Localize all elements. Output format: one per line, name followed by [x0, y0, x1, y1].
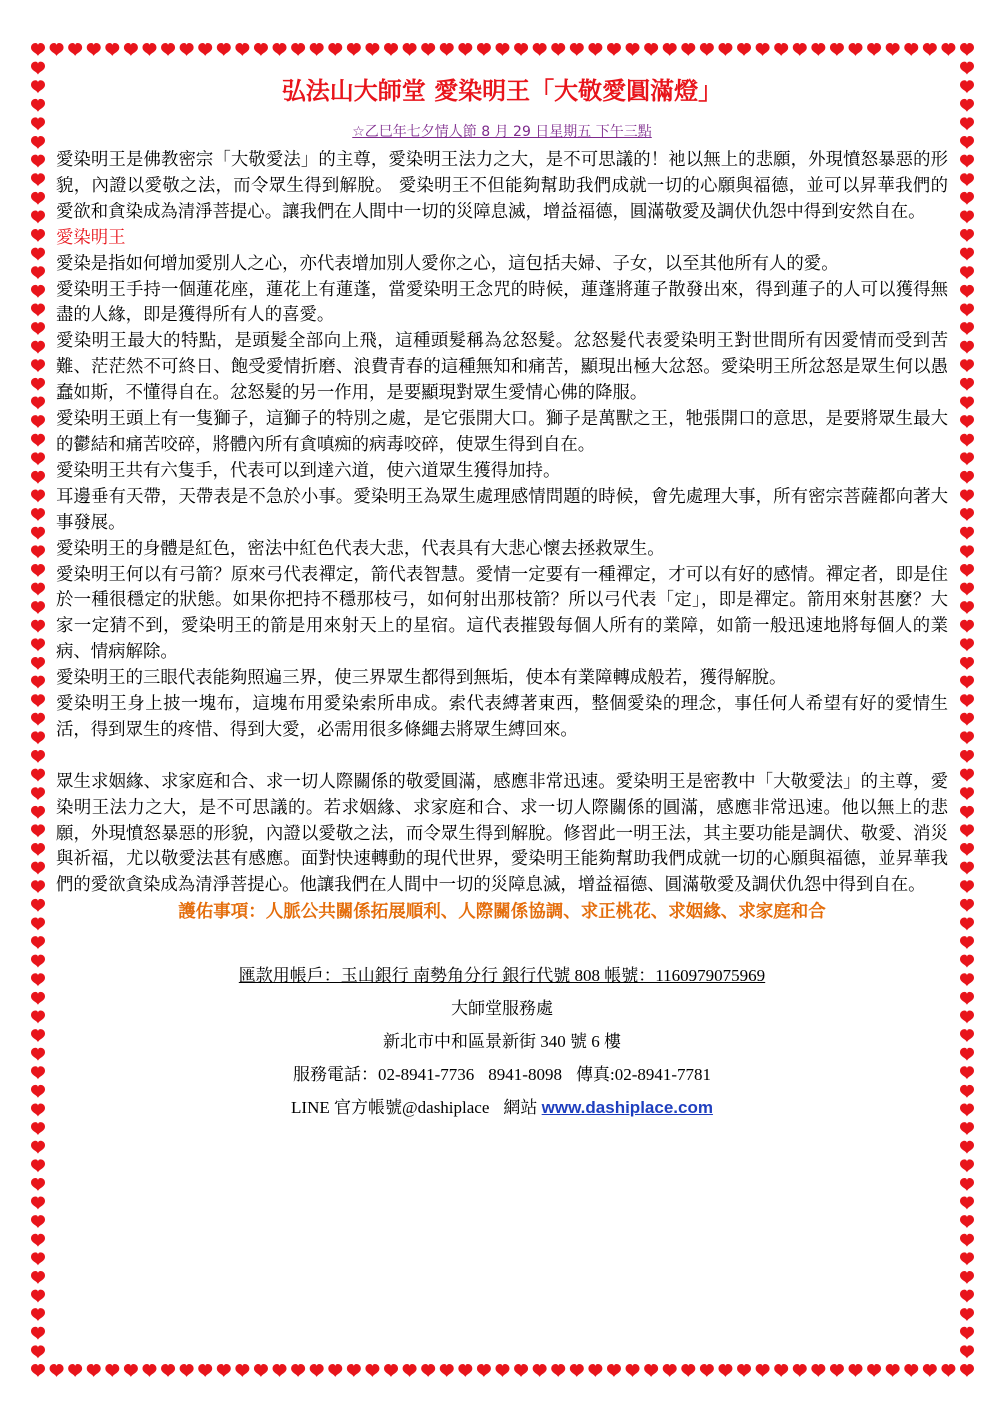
heart-icon	[198, 43, 212, 56]
heart-icon	[31, 266, 45, 279]
phone: 服務電話：02-8941-7736	[292, 1065, 475, 1085]
closing-paragraph: 眾生求姻緣、求家庭和合、求一切人際關係的敬愛圓滿，感應非常迅速。愛染明王是密教中「大敬愛法」的主尊，愛染明王法力之大，是不可思議的。若求姻緣、求家庭和合、求一切人際關係的圓滿，感應非常迅速。他以無上的悲願，外現憤怒暴惡的形貌，內證以愛敬之法，而令眾生得到解脫。修習此一明王法，其主要功能是調伏、敬愛、消災與祈福，尤以敬愛法甚有感應。面對快速轉動的現代世界，愛染明王能夠幫助我們成就一切的心願與福德，並昇華我們的愛欲貪染成為清淨菩提心。他讓我們在人間中一切的災障息滅，增益福德、圓滿敬愛及調伏仇怨中得到自在。	[56, 771, 948, 896]
heart-icon	[31, 1271, 45, 1284]
heart-icon	[403, 43, 417, 56]
heart-icon	[31, 564, 45, 577]
heart-icon	[31, 1197, 45, 1210]
heart-icon	[681, 43, 695, 56]
heart-icon	[421, 43, 435, 56]
heart-icon	[960, 359, 974, 372]
heart-icon	[960, 787, 974, 800]
heart-icon	[31, 341, 45, 354]
heart-icon	[31, 657, 45, 670]
heart-icon	[124, 43, 138, 56]
heart-icon	[142, 43, 156, 56]
heart-icon	[31, 322, 45, 335]
heart-icon	[663, 43, 677, 56]
heart-icon	[960, 322, 974, 335]
heart-icon	[235, 43, 249, 56]
section-heading: 愛染明王	[56, 227, 126, 248]
heart-icon	[68, 1364, 82, 1377]
heart-icon	[960, 248, 974, 261]
paragraph: 愛染明王的身體是紅色，密法中紅色代表大悲，代表具有大悲心懷去拯救眾生。	[56, 538, 665, 559]
heart-icon	[31, 80, 45, 93]
heart-icon	[31, 676, 45, 689]
heart-icon	[31, 787, 45, 800]
heart-icon	[570, 1364, 584, 1377]
heart-icon	[50, 1364, 64, 1377]
heart-icon	[31, 1085, 45, 1098]
heart-icon	[960, 490, 974, 503]
heart-icon	[960, 1010, 974, 1023]
heart-icon	[960, 955, 974, 968]
heart-icon	[31, 136, 45, 149]
heart-icon	[291, 1364, 305, 1377]
heart-icon	[31, 192, 45, 205]
heart-icon	[960, 564, 974, 577]
heart-icon	[626, 43, 640, 56]
heart-icon	[31, 173, 45, 186]
heart-icon	[607, 43, 621, 56]
heart-icon	[960, 378, 974, 391]
heart-icon	[31, 415, 45, 428]
heart-icon	[960, 824, 974, 837]
heart-icon	[198, 1364, 212, 1377]
heart-icon	[496, 1364, 510, 1377]
heart-icon	[31, 1159, 45, 1172]
heart-icon	[960, 99, 974, 112]
heart-icon	[31, 1104, 45, 1117]
heart-icon	[960, 397, 974, 410]
paragraph: 愛染明王何以有弓箭？原來弓代表禪定，箭代表智慧。愛情一定要有一種禪定，才可以有好的感情。禪定者，即是住於一種很穩定的狀態。如果你把持不穩那枝弓，如何射出那枝箭？所以弓代表「定」，即是禪定。箭用來射甚麼？大家一定猜不到，愛染明王的箭是用來射天上的星宿。這代表摧毀每個人所有的業障，如箭一般迅速地將每個人的業病、情病解除。	[56, 564, 948, 663]
heart-icon	[365, 43, 379, 56]
heart-icon	[681, 1364, 695, 1377]
heart-icon	[960, 1308, 974, 1321]
heart-icon	[849, 1364, 863, 1377]
heart-icon	[960, 545, 974, 558]
heart-icon	[31, 1122, 45, 1135]
heart-icon	[31, 601, 45, 614]
heart-icon	[87, 43, 101, 56]
heart-icon	[960, 1159, 974, 1172]
heart-icon	[347, 1364, 361, 1377]
heart-icon	[607, 1364, 621, 1377]
heart-icon	[31, 229, 45, 242]
heart-icon	[31, 806, 45, 819]
website-link[interactable]: www.dashiplace.com	[541, 1098, 713, 1118]
heart-icon	[217, 43, 231, 56]
heart-icon	[718, 43, 732, 56]
heart-icon	[960, 1029, 974, 1042]
flyer	[56, 74, 948, 1124]
heart-icon	[960, 62, 974, 75]
heart-icon	[849, 43, 863, 56]
heart-icon	[180, 1364, 194, 1377]
event-date: ☆乙巳年七夕情人節 8 月 29 日星期五 下午三點	[352, 124, 652, 140]
intro-paragraph: 愛染明王是佛教密宗「大敬愛法」的主尊，愛染明王法力之大，是不可思議的！祂以無上的悲願，外現憤怒暴惡的形貌，內證以愛敬之法，而令眾生得到解脫。 愛染明王不但能夠幫助我們成就一切的心願與福德，並可以昇華我們的愛欲和貪染成為清淨菩提心。讓我們在人間中一切的災障息滅，增益福德，圓滿敬愛及調伏仇怨中得到安然自在。	[56, 150, 948, 222]
paragraph: 愛染明王的三眼代表能夠照遍三界，使三界眾生都得到無垢，使本有業障轉成般若，獲得解脫。	[56, 668, 787, 689]
heart-icon	[31, 1234, 45, 1247]
heart-icon	[960, 769, 974, 782]
heart-icon	[737, 43, 751, 56]
heart-icon	[960, 1085, 974, 1098]
heart-icon	[31, 397, 45, 410]
paragraph: 愛染明王共有六隻手，代表可以到達六道，使六道眾生獲得加持。	[56, 460, 561, 481]
heart-icon	[663, 1364, 677, 1377]
heart-icon	[496, 43, 510, 56]
heart-icon	[458, 43, 472, 56]
heart-icon	[960, 862, 974, 875]
heart-icon	[31, 62, 45, 75]
heart-icon	[31, 1048, 45, 1061]
heart-icon	[960, 657, 974, 670]
heart-icon	[644, 1364, 658, 1377]
heart-icon	[31, 1290, 45, 1303]
heart-icon	[142, 1364, 156, 1377]
heart-icon	[941, 43, 955, 56]
heart-icon	[105, 1364, 119, 1377]
heart-icon	[960, 508, 974, 521]
heart-icon	[960, 843, 974, 856]
heart-icon	[941, 1364, 955, 1377]
heart-icon	[960, 1364, 974, 1377]
heart-icon	[31, 843, 45, 856]
heart-icon	[31, 490, 45, 503]
heart-icon	[960, 229, 974, 242]
heart-icon	[31, 713, 45, 726]
heart-icon	[793, 43, 807, 56]
heart-icon	[310, 1364, 324, 1377]
heart-icon	[904, 1364, 918, 1377]
heart-icon	[960, 1327, 974, 1340]
heart-icon	[960, 415, 974, 428]
heart-icon	[31, 378, 45, 391]
heart-icon	[960, 80, 974, 93]
heart-icon	[31, 1029, 45, 1042]
heart-icon	[31, 508, 45, 521]
paragraph: 耳邊垂有天帶，天帶表是不急於小事。愛染明王為眾生處理感情問題的時候，會先處理大事，所有密宗菩薩都向著大事發展。	[56, 486, 948, 533]
heart-icon	[960, 1215, 974, 1228]
heart-icon	[31, 471, 45, 484]
heart-icon	[31, 99, 45, 112]
heart-icon	[31, 731, 45, 744]
paragraph: 愛染明王頭上有一隻獅子，這獅子的特別之處，是它張開大口。獅子是萬獸之王，牠張開口的意思，是要將眾生最大的鬱結和痛苦咬碎，將體內所有貪嗔痴的病毒咬碎，使眾生得到自在。	[56, 409, 948, 455]
heart-icon	[588, 43, 602, 56]
heart-icon	[31, 545, 45, 558]
paragraph: 愛染明王最大的特點，是頭髮全部向上飛，這種頭髮稱為忿怒髮。忿怒髮代表愛染明王對世間所有因愛情而受到苦難、茫茫然不可終日、飽受愛情折磨、浪費青春的這種無知和痛苦，顯現出極大忿怒。愛染明王所忿怒是眾生何以愚蠢如斯，不懂得自在。忿怒髮的另一作用，是要顯現對眾生愛情心佛的降服。	[56, 331, 948, 404]
heart-icon	[458, 1364, 472, 1377]
heart-icon	[923, 1364, 937, 1377]
heart-icon	[960, 917, 974, 930]
heart-icon	[960, 1234, 974, 1247]
heart-icon	[960, 285, 974, 298]
heart-icon	[161, 43, 175, 56]
heart-icon	[867, 1364, 881, 1377]
heart-icon	[384, 1364, 398, 1377]
article-body	[56, 148, 948, 899]
heart-icon	[254, 1364, 268, 1377]
heart-icon	[31, 1345, 45, 1358]
heart-icon	[161, 1364, 175, 1377]
heart-icon	[960, 266, 974, 279]
heart-icon	[31, 694, 45, 707]
heart-icon	[31, 1066, 45, 1079]
heart-icon	[960, 43, 974, 56]
heart-icon	[737, 1364, 751, 1377]
heart-icon	[923, 43, 937, 56]
spacer	[56, 744, 948, 770]
heart-icon	[960, 694, 974, 707]
heart-icon	[960, 1345, 974, 1358]
heart-icon	[31, 1364, 45, 1377]
office-name: 大師堂服務處	[451, 999, 553, 1019]
heart-icon	[960, 992, 974, 1005]
heart-icon	[756, 43, 770, 56]
heart-icon	[718, 1364, 732, 1377]
heart-icon	[31, 117, 45, 130]
heart-icon	[830, 1364, 844, 1377]
heart-icon	[960, 471, 974, 484]
heart-icon	[774, 1364, 788, 1377]
heart-icon	[960, 155, 974, 168]
heart-icon	[793, 1364, 807, 1377]
heart-icon	[514, 43, 528, 56]
online-line	[56, 1091, 948, 1124]
heart-icon	[440, 1364, 454, 1377]
heart-icon	[105, 43, 119, 56]
heart-icon	[960, 713, 974, 726]
heart-icon	[960, 1252, 974, 1265]
heart-icon	[960, 303, 974, 316]
heart-icon	[31, 303, 45, 316]
heart-icon	[700, 1364, 714, 1377]
heart-icon	[960, 899, 974, 912]
heart-icon	[960, 210, 974, 223]
heart-icon	[514, 1364, 528, 1377]
heart-icon	[960, 341, 974, 354]
heart-icon	[180, 43, 194, 56]
heart-icon	[421, 1364, 435, 1377]
heart-icon	[960, 936, 974, 949]
heart-icon	[960, 527, 974, 540]
heart-icon	[328, 1364, 342, 1377]
heart-icon	[960, 1066, 974, 1079]
page-title: 弘法山大師堂 愛染明王「大敬愛圓滿燈」	[281, 77, 723, 105]
heart-icon	[31, 638, 45, 651]
heart-icon	[31, 992, 45, 1005]
heart-icon	[31, 1141, 45, 1154]
heart-icon	[960, 806, 974, 819]
heart-icon	[960, 1197, 974, 1210]
heart-icon	[811, 1364, 825, 1377]
heart-icon	[700, 43, 714, 56]
heart-icon	[960, 731, 974, 744]
heart-icon	[440, 43, 454, 56]
heart-icon	[960, 583, 974, 596]
heart-icon	[365, 1364, 379, 1377]
heart-icon	[31, 620, 45, 633]
heart-icon	[533, 1364, 547, 1377]
heart-icon	[551, 1364, 565, 1377]
heart-icon	[31, 359, 45, 372]
heart-icon	[50, 43, 64, 56]
heart-icon	[551, 43, 565, 56]
paragraph: 愛染是指如何增加愛別人之心，亦代表增加別人愛你之心，這包括夫婦、子女，以至其他所有人的愛。	[56, 253, 839, 274]
heart-icon	[291, 43, 305, 56]
heart-icon	[31, 899, 45, 912]
heart-icon	[960, 601, 974, 614]
heart-icon	[124, 1364, 138, 1377]
heart-icon	[31, 1010, 45, 1023]
heart-icon	[31, 285, 45, 298]
heart-icon	[960, 1290, 974, 1303]
phone-2: 8941-8098	[488, 1065, 562, 1085]
heart-icon	[254, 43, 268, 56]
heart-icon	[626, 1364, 640, 1377]
heart-icon	[31, 955, 45, 968]
line-account: LINE 官方帳號@dashiplace	[291, 1098, 490, 1118]
heart-icon	[31, 1215, 45, 1228]
heart-icon	[960, 434, 974, 447]
contact-block	[56, 959, 948, 1124]
heart-icon	[960, 1122, 974, 1135]
heart-icon	[31, 452, 45, 465]
heart-icon	[477, 43, 491, 56]
heart-icon	[886, 43, 900, 56]
heart-icon	[31, 1178, 45, 1191]
heart-icon	[68, 43, 82, 56]
heart-icon	[347, 43, 361, 56]
heart-icon	[756, 1364, 770, 1377]
heart-icon	[31, 527, 45, 540]
heart-icon	[960, 638, 974, 651]
heart-icon	[960, 136, 974, 149]
heart-icon	[644, 43, 658, 56]
website-label: 網站	[503, 1098, 538, 1118]
bank-account: 匯款用帳戶：玉山銀行 南勢角分行 銀行代號 808 帳號：1160979075969	[238, 966, 766, 986]
blessing-items: 護佑事項：人脈公共關係拓展順利、人際關係協調、求正桃花、求姻緣、求家庭和合	[178, 902, 826, 923]
heart-icon	[31, 1308, 45, 1321]
heart-icon	[328, 43, 342, 56]
heart-icon	[273, 1364, 287, 1377]
heart-icon	[960, 192, 974, 205]
paragraph: 愛染明王手持一個蓮花座，蓮花上有蓮蓬，當愛染明王念咒的時候，蓮蓬將蓮子散發出來，得到蓮子的人可以獲得無盡的人緣，即是獲得所有人的喜愛。	[56, 279, 948, 326]
heart-icon	[31, 973, 45, 986]
heart-icon	[273, 43, 287, 56]
heart-icon	[774, 43, 788, 56]
heart-icon	[960, 1178, 974, 1191]
heart-icon	[811, 43, 825, 56]
heart-icon	[830, 43, 844, 56]
heart-icon	[886, 1364, 900, 1377]
heart-icon	[403, 1364, 417, 1377]
heart-icon	[31, 750, 45, 763]
paragraph: 愛染明王身上披一塊布，這塊布用愛染索所串成。索代表縛著東西，整個愛染的理念，事任何人希望有好的愛情生活，得到眾生的疼惜、得到大愛，必需用很多條繩去將眾生縛回來。	[56, 694, 948, 740]
heart-icon	[960, 973, 974, 986]
heart-icon	[960, 452, 974, 465]
heart-icon	[867, 43, 881, 56]
heart-icon	[904, 43, 918, 56]
heart-icon	[960, 1271, 974, 1284]
heart-icon	[477, 1364, 491, 1377]
heart-icon	[31, 1327, 45, 1340]
heart-icon	[960, 676, 974, 689]
heart-icon	[31, 917, 45, 930]
heart-icon	[31, 155, 45, 168]
heart-icon	[31, 1252, 45, 1265]
heart-icon	[533, 43, 547, 56]
heart-icon	[31, 936, 45, 949]
heart-icon	[960, 1048, 974, 1061]
heart-icon	[960, 1104, 974, 1117]
heart-icon	[570, 43, 584, 56]
heart-icon	[588, 1364, 602, 1377]
heart-icon	[960, 880, 974, 893]
heart-icon	[31, 248, 45, 261]
heart-icon	[31, 210, 45, 223]
heart-icon	[31, 583, 45, 596]
heart-icon	[960, 750, 974, 763]
heart-icon	[217, 1364, 231, 1377]
office-address: 新北市中和區景新街 340 號 6 樓	[383, 1032, 621, 1052]
heart-icon	[960, 173, 974, 186]
phone-line	[56, 1058, 948, 1091]
heart-icon	[310, 43, 324, 56]
heart-icon	[960, 117, 974, 130]
heart-icon	[960, 620, 974, 633]
heart-icon	[31, 862, 45, 875]
fax: 傳真:02-8941-7781	[575, 1065, 712, 1085]
heart-icon	[31, 880, 45, 893]
heart-icon	[960, 1141, 974, 1154]
heart-icon	[235, 1364, 249, 1377]
heart-icon	[31, 434, 45, 447]
heart-icon	[31, 769, 45, 782]
heart-icon	[31, 824, 45, 837]
heart-icon	[87, 1364, 101, 1377]
heart-icon	[31, 43, 45, 56]
heart-icon	[384, 43, 398, 56]
